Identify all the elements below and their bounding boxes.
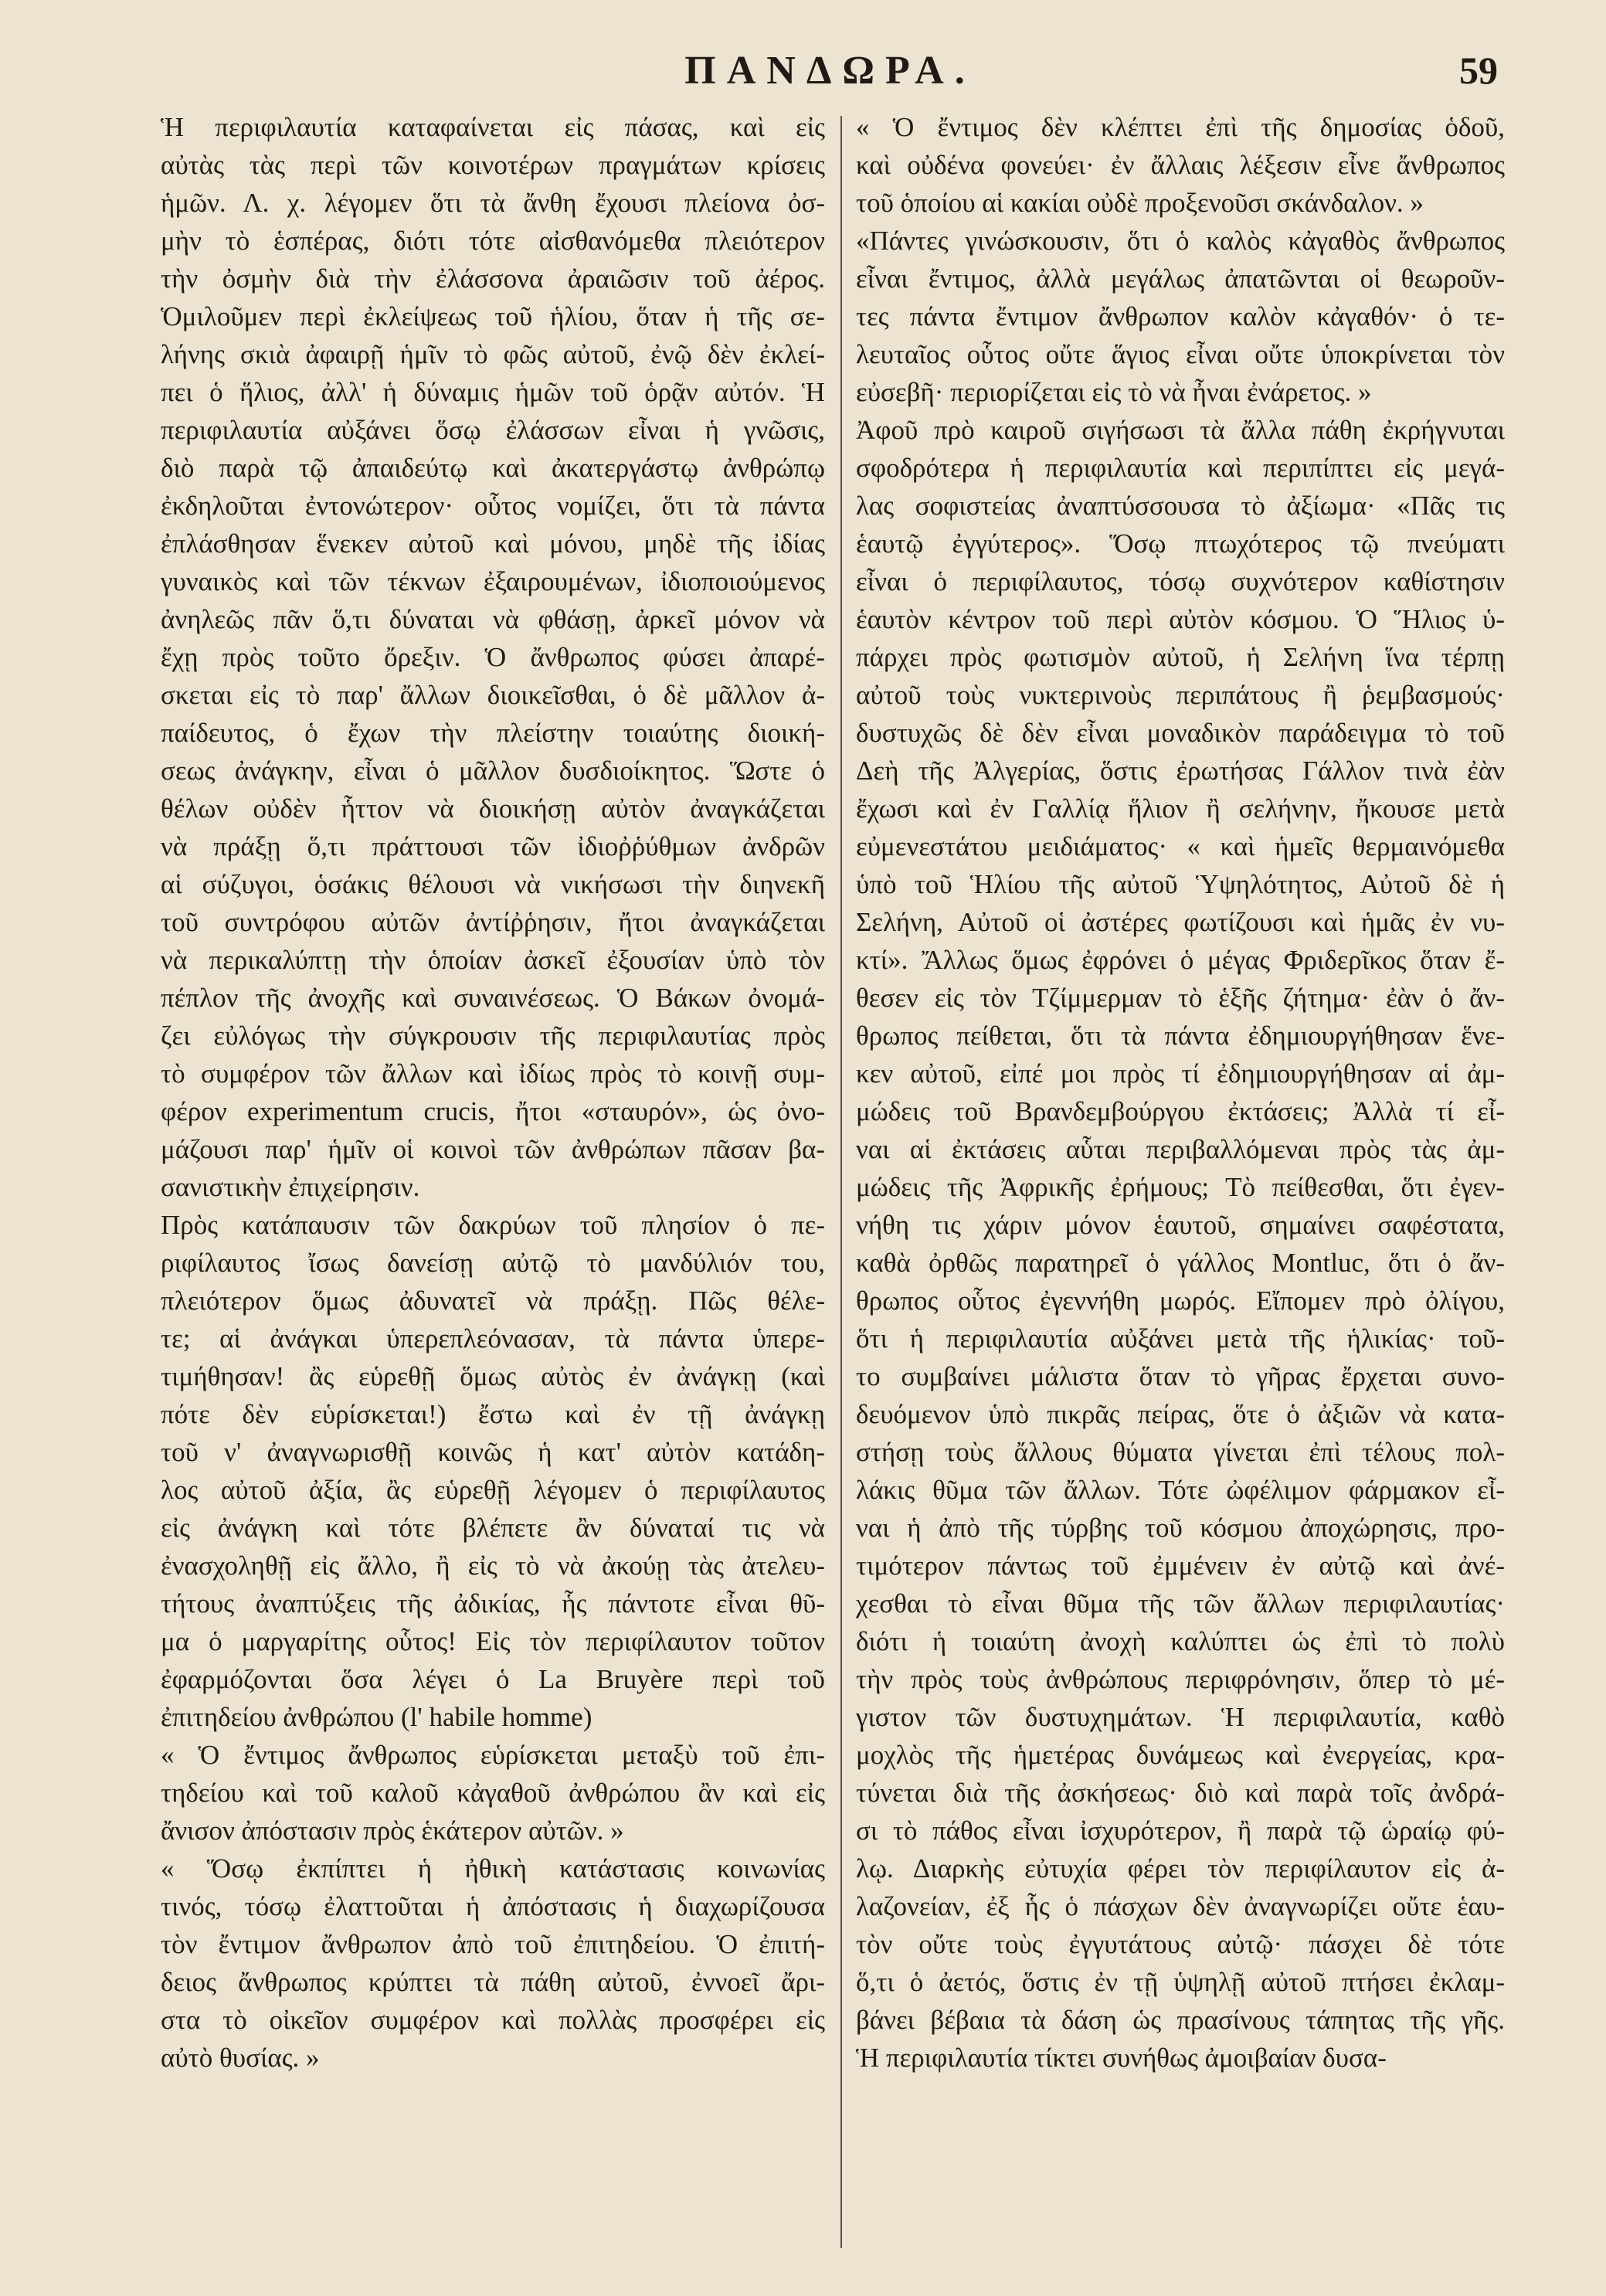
- text-line: ἑαυτὸν κέντρον τοῦ περὶ αὐτὸν κόσμου. Ὁ Ἥλιος ὑ-: [856, 604, 1505, 634]
- text-line: ἐπλάσθησαν ἕνεκεν αὐτοῦ καὶ μόνου, μηδὲ τῆς ἰδίας: [161, 528, 825, 559]
- text-line: νὰ περικαλύπτῃ τὴν ὁποίαν ἀσκεῖ ἐξουσίαν ὑπὸ τὸν: [161, 945, 825, 975]
- text-line: εἶναι ἔντιμος, ἀλλὰ μεγάλως ἀπατῶνται οἱ θεωροῦν-: [856, 263, 1505, 294]
- text-line: φέρον experimentum crucis, ἤτοι «σταυρόν», ὡς ὀνο-: [161, 1096, 825, 1126]
- text-line: σεως ἀνάγκην, εἶναι ὁ μᾶλλον δυσδιοίκητος. Ὥστε ὁ: [161, 756, 825, 786]
- text-line: ἡμῶν. Λ. χ. λέγομεν ὅτι τὰ ἄνθη ἔχουσι πλείονα ὀσ-: [161, 188, 825, 218]
- text-line: μώδεις τοῦ Βρανδεμβούργου ἐκτάσεις; Ἀλλὰ τί εἶ-: [856, 1096, 1505, 1126]
- text-line: ἐφαρμόζονται ὅσα λέγει ὁ La Bruyère περὶ τοῦ: [161, 1664, 825, 1694]
- text-line: ζει εὐλόγως τὴν σύγκρουσιν τῆς περιφιλαυτίας πρὸς: [161, 1021, 825, 1051]
- text-line: τιμήθησαν! ἂς εὑρεθῇ ὅμως αὐτὸς ἐν ἀνάγκῃ (καὶ: [161, 1361, 825, 1391]
- journal-title: ΠΑΝΔΩΡΑ.: [684, 49, 976, 93]
- text-line: εὐμενεστάτου μειδιάματος· « καὶ ἡμεῖς θερμαινόμεθα: [856, 831, 1505, 861]
- text-line: μοχλὸς τῆς ἡμετέρας δυνάμεως καὶ ἐνεργείας, κρα-: [856, 1740, 1505, 1770]
- text-line: « Ὅσῳ ἐκπίπτει ἡ ἠθικὴ κατάστασις κοινωνίας: [161, 1853, 825, 1883]
- text-line: σφοδρότερα ἡ περιφιλαυτία καὶ περιπίπτει εἰς μεγά-: [856, 453, 1505, 483]
- text-line: εὐσεβῆ· περιορίζεται εἰς τὸ νὰ ἦναι ἐνάρετος. »: [856, 377, 1372, 407]
- text-line: θέλων οὐδὲν ἧττον νὰ διοικήσῃ αὐτὸν ἀναγκάζεται: [161, 793, 825, 824]
- text-line: σανιστικὴν ἐπιχείρησιν.: [161, 1172, 420, 1202]
- text-line: τὸν ἔντιμον ἄνθρωπον ἀπὸ τοῦ ἐπιτηδείου. Ὁ ἐπιτή-: [161, 1929, 825, 1959]
- text-line: τὸ συμφέρον τῶν ἄλλων καὶ ἰδίως πρὸς τὸ κοινῇ συμ-: [161, 1058, 825, 1089]
- text-line: πέπλον τῆς ἀνοχῆς καὶ συναινέσεως. Ὁ Βάκων ὀνομά-: [161, 983, 825, 1013]
- text-line: σι τὸ πάθος εἶναι ἰσχυρότερον, ἢ παρὰ τῷ ὡραίῳ φύ-: [856, 1815, 1505, 1846]
- text-line: δειος ἄνθρωπος κρύπτει τὰ πάθη αὐτοῦ, ἐννοεῖ ἄρι-: [161, 1967, 825, 1997]
- text-line: ὑπὸ τοῦ Ἡλίου τῆς αὐτοῦ Ὑψηλότητος, Αὐτοῦ δὲ ἡ: [856, 869, 1505, 899]
- text-line: ὅ,τι ὁ ἀετός, ὅστις ἐν τῇ ὑψηλῇ αὐτοῦ πτήσει ἐκλαμ-: [856, 1967, 1505, 1997]
- text-line: τηδείου καὶ τοῦ καλοῦ κἀγαθοῦ ἀνθρώπου ἂν καὶ εἰς: [161, 1778, 825, 1808]
- text-line: λάκις θῦμα τῶν ἄλλων. Τότε ὠφέλιμον φάρμακον εἶ-: [856, 1475, 1505, 1505]
- text-line: κτί». Ἄλλως ὅμως ἐφρόνει ὁ μέγας Φριδερῖκος ὅταν ἔ-: [856, 945, 1505, 975]
- text-line: πότε δὲν εὑρίσκεται!) ἔστω καὶ ἐν τῇ ἀνάγκῃ: [161, 1399, 825, 1429]
- text-line: δευόμενον ὑπὸ πικρᾶς πείρας, ὅτε ὁ ἀξιῶν νὰ κατα-: [856, 1399, 1505, 1429]
- text-line: γυναικὸς καὶ τῶν τέκνων ἐξαιρουμένων, ἰδιοποιούμενος: [161, 566, 825, 596]
- text-line: Δεὴ τῆς Ἀλγερίας, ὅστις ἐρωτήσας Γάλλον τινὰ ἐὰν: [856, 756, 1505, 786]
- text-line: θεσεν εἰς τὸν Τζίμμερμαν τὸ ἑξῆς ζήτημα· ἐὰν ὁ ἄν-: [856, 983, 1505, 1013]
- text-line: Ἡ περιφιλαυτία καταφαίνεται εἰς πάσας, καὶ εἰς: [161, 112, 825, 142]
- text-line: νὰ πράξῃ ὅ,τι πράττουσι τῶν ἰδιοῤῥύθμων ἀνδρῶν: [161, 831, 825, 861]
- text-line: ἐνασχοληθῇ εἰς ἄλλο, ἢ εἰς τὸ νὰ ἀκούῃ τὰς ἀτελευ-: [161, 1550, 825, 1581]
- text-line: μὴν τὸ ἑσπέρας, διότι τότε αἰσθανόμεθα πλειότερον: [161, 226, 825, 256]
- text-line: λευταῖος οὗτος οὔτε ἅγιος εἶναι οὔτε ὑποκρίνεται τὸν: [856, 339, 1505, 369]
- text-line: χεσθαι τὸ εἶναι θῦμα τῆς τῶν ἄλλων περιφιλαυτίας·: [856, 1588, 1505, 1618]
- text-line: Πρὸς κατάπαυσιν τῶν δακρύων τοῦ πλησίον ὁ πε-: [161, 1210, 825, 1240]
- text-line: παίδευτος, ὁ ἔχων τὴν πλείστην τοιαύτης διοική-: [161, 718, 825, 748]
- text-line: τὴν πρὸς τοὺς ἀνθρώπους περιφρόνησιν, ὅπερ τὸ μέ-: [856, 1664, 1505, 1694]
- text-line: ἔχωσι καὶ ἐν Γαλλίᾳ ἥλιον ἢ σελήνην, ἤκουσε μετὰ: [856, 793, 1505, 824]
- text-line: ναι ἡ ἀπὸ τῆς τύρβης τοῦ κόσμου ἀποχώρησις, προ-: [856, 1513, 1505, 1543]
- text-line: λαζονείαν, ἐξ ἧς ὁ πάσχων δὲν ἀναγνωρίζει οὔτε ἑαυ-: [856, 1891, 1505, 1921]
- text-line: καὶ οὐδένα φονεύει· ἐν ἄλλαις λέξεσιν εἶνε ἄνθρωπος: [856, 150, 1505, 180]
- text-line: αὐτὸ θυσίας. »: [161, 2043, 320, 2073]
- text-line: ἐπιτηδείου ἀνθρώπου (l' habile homme): [161, 1702, 592, 1732]
- text-line: τοῦ ν' ἀναγνωρισθῇ κοινῶς ἡ κατ' αὐτὸν κατάδη-: [161, 1437, 825, 1467]
- text-line: τοῦ ὁποίου αἱ κακίαι οὐδὲ προξενοῦσι σκάνδαλον. »: [856, 188, 1424, 218]
- text-line: τὴν ὀσμὴν διὰ τὴν ἐλάσσονα ἀραιῶσιν τοῦ ἀέρος.: [161, 263, 825, 294]
- text-line: λῳ. Διαρκὴς εὐτυχία φέρει τὸν περιφίλαυτον εἰς ἀ-: [856, 1853, 1505, 1883]
- text-line: δυστυχῶς δὲ δὲν εἶναι μοναδικὸν παράδειγμα τὸ τοῦ: [856, 718, 1505, 748]
- text-line: θρωπος πείθεται, ὅτι τὰ πάντα ἐδημιουργήθησαν ἕνε-: [856, 1021, 1505, 1051]
- text-line: αὐτὰς τὰς περὶ τῶν κοινοτέρων πραγμάτων κρίσεις: [161, 150, 825, 180]
- text-line: Ἡ περιφιλαυτία τίκτει συνήθως ἀμοιβαίαν δυσα-: [856, 2043, 1387, 2073]
- text-line: ναι αἱ ἐκτάσεις αὗται περιβαλλόμεναι πρὸς τὰς ἀμ-: [856, 1134, 1505, 1164]
- text-line: τες πάντα ἔντιμον ἄνθρωπον καλὸν κἀγαθόν· ὁ τε-: [856, 301, 1505, 331]
- text-line: λήνης σκιὰ ἀφαιρῇ ἡμῖν τὸ φῶς αὐτοῦ, ἐνῷ δὲν ἐκλεί-: [161, 339, 825, 369]
- text-line: θρωπος οὗτος ἐγεννήθη μωρός. Εἴπομεν πρὸ ὀλίγου,: [856, 1286, 1505, 1316]
- text-line: διὸ παρὰ τῷ ἀπαιδεύτῳ καὶ ἀκατεργάστῳ ἀνθρώπῳ: [161, 453, 825, 483]
- text-line: Ἀφοῦ πρὸ καιροῦ σιγήσωσι τὰ ἄλλα πάθη ἐκρήγνυται: [856, 415, 1505, 445]
- text-line: πει ὁ ἥλιος, ἀλλ' ἡ δύναμις ἡμῶν τοῦ ὁρᾷν αὐτόν. Ἡ: [161, 377, 825, 407]
- text-line: τήτους ἀναπτύξεις τῆς ἀδικίας, ἧς πάντοτε εἶναι θῦ-: [161, 1588, 825, 1618]
- text-line: καθὰ ὀρθῶς παρατηρεῖ ὁ γάλλος Montluc, ὅτι ὁ ἄν-: [856, 1248, 1505, 1278]
- text-line: λος αὐτοῦ ἀξία, ἂς εὑρεθῇ λέγομεν ὁ περιφίλαυτος: [161, 1475, 825, 1505]
- text-line: Σελήνη, Αὐτοῦ οἱ ἀστέρες φωτίζουσι καὶ ἡμᾶς ἐν νυ-: [856, 907, 1505, 937]
- text-line: τὸν οὔτε τοὺς ἐγγυτάτους αὐτῷ· πάσχει δὲ τότε: [856, 1929, 1505, 1959]
- text-line: πάρχει πρὸς φωτισμὸν αὐτοῦ, ἡ Σελήνη ἵνα τέρπῃ: [856, 642, 1505, 672]
- text-line: διότι ἡ τοιαύτη ἀνοχὴ καλύπτει ὡς ἐπὶ τὸ πολὺ: [856, 1626, 1505, 1656]
- text-line: Ὁμιλοῦμεν περὶ ἐκλείψεως τοῦ ἡλίου, ὅταν ἡ τῆς σε-: [161, 301, 825, 331]
- text-line: νήθη τις χάριν μόνον ἑαυτοῦ, σημαίνει σαφέστατα,: [856, 1210, 1505, 1240]
- text-line: κεν αὐτοῦ, εἰπέ μοι πρὸς τί ἐδημιουργήθησαν αἱ ἀμ-: [856, 1058, 1505, 1089]
- text-line: λας σοφιστείας ἀναπτύσσουσα τὸ ἀξίωμα· «Πᾶς τις: [856, 491, 1505, 521]
- text-line: τιμότερον πάντως τοῦ ἐμμένειν ἐν αὐτῷ καὶ ἀνέ-: [856, 1550, 1505, 1581]
- text-line: « Ὁ ἔντιμος δὲν κλέπτει ἐπὶ τῆς δημοσίας ὁδοῦ,: [856, 112, 1505, 142]
- text-line: «Πάντες γινώσκουσιν, ὅτι ὁ καλὸς κἀγαθὸς ἄνθρωπος: [856, 226, 1505, 256]
- page-header: [162, 48, 1498, 102]
- text-line: περιφιλαυτία αὐξάνει ὅσῳ ἐλάσσων εἶναι ἡ γνῶσις,: [161, 415, 825, 445]
- text-line: ἔχῃ πρὸς τοῦτο ὄρεξιν. Ὁ ἄνθρωπος φύσει ἀπαρέ-: [161, 642, 825, 672]
- text-line: τύνεται διὰ τῆς ἀσκήσεως· διὸ καὶ παρὰ τοῖς ἀνδρά-: [856, 1778, 1505, 1808]
- text-line: σκεται εἰς τὸ παρ' ἄλλων διοικεῖσθαι, ὁ δὲ μᾶλλον ἀ-: [161, 680, 825, 710]
- text-line: « Ὁ ἔντιμος ἄνθρωπος εὑρίσκεται μεταξὺ τοῦ ἐπι-: [161, 1740, 825, 1770]
- text-line: τοῦ συντρόφου αὐτῶν ἀντίῤῥησιν, ἤτοι ἀναγκάζεται: [161, 907, 825, 937]
- text-line: αὐτοῦ τοὺς νυκτερινοὺς περιπάτους ἢ ῥεμβασμούς·: [856, 680, 1505, 710]
- text-line: ἀνηλεῶς πᾶν ὅ,τι δύναται νὰ φθάσῃ, ἀρκεῖ μόνον νὰ: [161, 604, 825, 634]
- text-line: εἶναι ὁ περιφίλαυτος, τόσῳ συχνότερον καθίστησιν: [856, 566, 1505, 596]
- text-line: στήσῃ τοὺς ἄλλους θύματα γίνεται ἐπὶ τέλους πολ-: [856, 1437, 1505, 1467]
- text-line: τε; αἱ ἀνάγκαι ὑπερεπλεόνασαν, τὰ πάντα ὑπερε-: [161, 1323, 825, 1353]
- text-line: πλειότερον ὅμως ἀδυνατεῖ νὰ πράξῃ. Πῶς θέλε-: [161, 1286, 825, 1316]
- column-divider: [840, 116, 842, 2248]
- left-column: [161, 108, 825, 2077]
- text-line: εἰς ἀνάγκη καὶ τότε βλέπετε ἂν δύναταί τις νὰ: [161, 1513, 825, 1543]
- text-line: ριφίλαυτος ἴσως δανείσῃ αὐτῷ τὸ μανδύλιόν του,: [161, 1248, 825, 1278]
- text-line: μάζουσι παρ' ἡμῖν οἱ κοινοὶ τῶν ἀνθρώπων πᾶσαν βα-: [161, 1134, 825, 1164]
- text-line: βάνει βέβαια τὰ δάση ὡς πρασίνους τάπητας τῆς γῆς.: [856, 2005, 1505, 2035]
- right-column: [856, 108, 1505, 2077]
- text-line: μα ὁ μαργαρίτης οὗτος! Εἰς τὸν περιφίλαυτον τοῦτον: [161, 1626, 825, 1656]
- text-line: ἑαυτῷ ἐγγύτερος». Ὅσῳ πτωχότερος τῷ πνεύματι: [856, 528, 1505, 559]
- text-line: ὅτι ἡ περιφιλαυτία αὐξάνει μετὰ τῆς ἡλικίας· τοῦ-: [856, 1323, 1505, 1353]
- page-number: 59: [1459, 49, 1498, 92]
- text-line: το συμβαίνει μάλιστα ὅταν τὸ γῆρας ἔρχεται συνο-: [856, 1361, 1505, 1391]
- text-line: στα τὸ οἰκεῖον συμφέρον καὶ πολλὰς προσφέρει εἰς: [161, 2005, 825, 2035]
- text-line: τινός, τόσῳ ἐλαττοῦται ἡ ἀπόστασις ἡ διαχωρίζουσα: [161, 1891, 825, 1921]
- text-line: ἄνισον ἀπόστασιν πρὸς ἑκάτερον αὐτῶν. »: [161, 1815, 624, 1846]
- text-line: αἱ σύζυγοι, ὁσάκις θέλουσι νὰ νικήσωσι τὴν διηνεκῆ: [161, 869, 825, 899]
- text-line: ἐκδηλοῦται ἐντονώτερον· οὗτος νομίζει, ὅτι τὰ πάντα: [161, 491, 825, 521]
- text-line: γιστον τῶν δυστυχημάτων. Ἡ περιφιλαυτία, καθὸ: [856, 1702, 1505, 1732]
- text-line: μώδεις τῆς Ἀφρικῆς ἐρήμους; Τὸ πείθεσθαι, ὅτι ἐγεν-: [856, 1172, 1505, 1202]
